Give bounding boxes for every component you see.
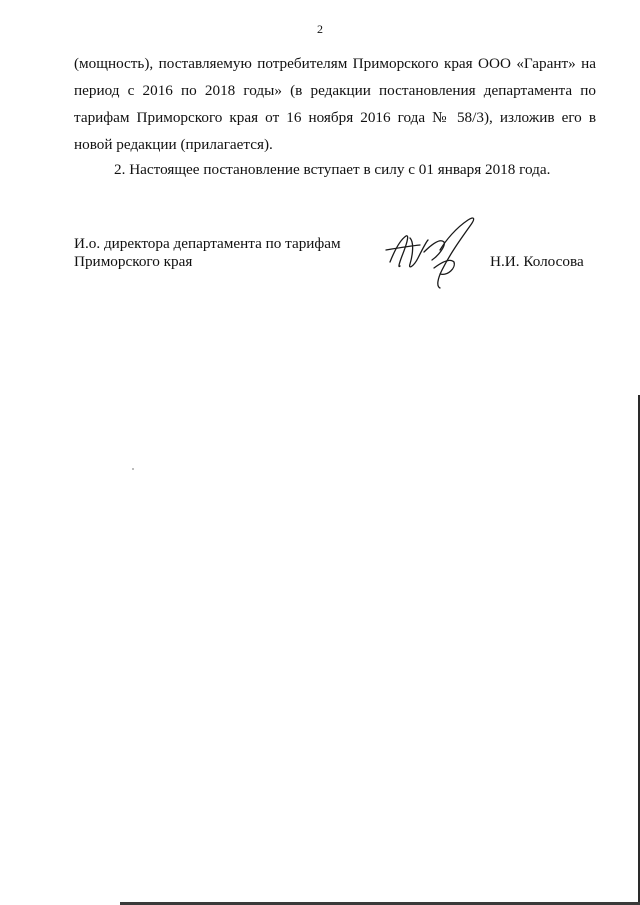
signatory-title: [74, 235, 341, 271]
scan-artifact-dot: [132, 468, 134, 470]
page-number: 2: [317, 22, 323, 36]
signatory-title-line-2: Приморского края: [74, 253, 193, 270]
signatory-name: Н.И. Колосова: [490, 253, 584, 270]
paragraph-body-2: 2. Настоящее постановление вступает в силу с 01 января 2018 года.: [114, 161, 551, 178]
paragraph-body-1: (мощность), поставляемую потребителям Приморского края ООО «Гарант» на период с 2016 по 2018 годы» (в редакции постановления департамента по тарифам Приморского края от 16 ноября 2016 года № 58/3), изложив его в новой редакции (прилагается).: [74, 55, 596, 153]
handwritten-signature-icon: [380, 212, 490, 292]
signatory-title-line-1: И.о. директора департамента по тарифам: [74, 235, 341, 252]
